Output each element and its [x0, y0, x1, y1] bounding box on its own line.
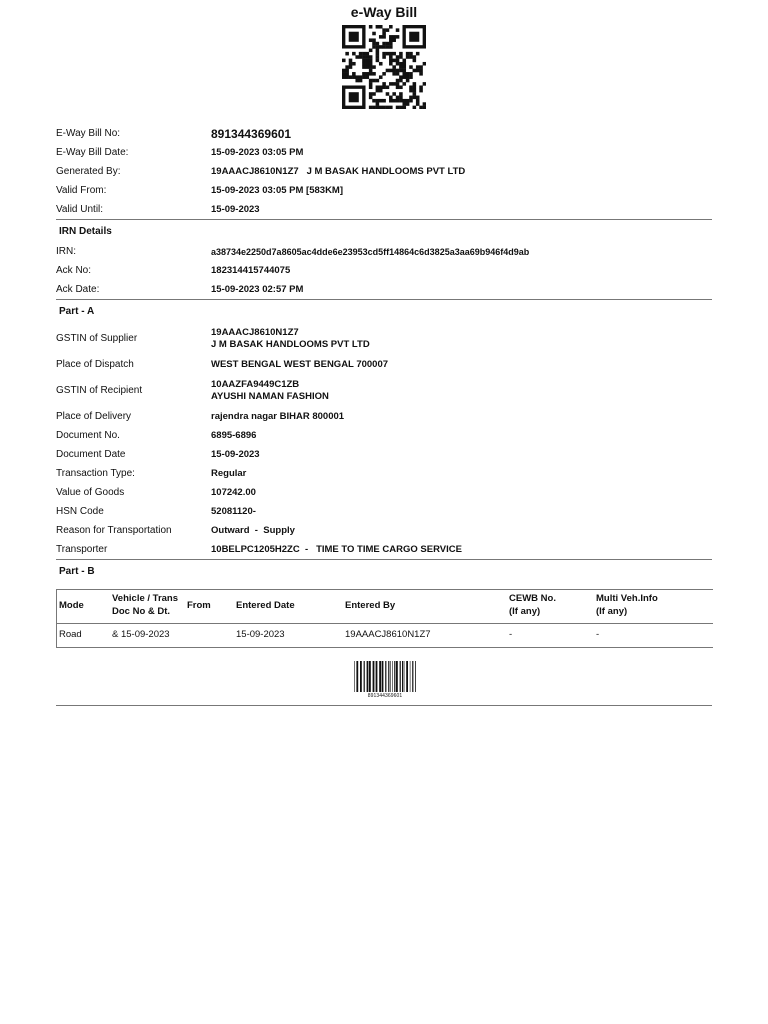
generated-by-row — [56, 162, 712, 181]
cell-multi: - — [596, 629, 600, 640]
doc-date-label: Document Date — [56, 449, 126, 460]
transporter-value: 10BELPC1205H2ZC - TIME TO TIME CARGO SERVICE — [211, 544, 462, 555]
page-title: e-Way Bill — [350, 4, 418, 20]
ack-date-row — [56, 280, 712, 299]
place-dispatch-label: Place of Dispatch — [56, 359, 134, 370]
place-dispatch-value: WEST BENGAL WEST BENGAL 700007 — [211, 359, 389, 370]
barcode-number: 891344369601 — [367, 693, 403, 699]
header-from: From — [187, 600, 211, 611]
ewb-no-row — [56, 124, 712, 143]
valid-from-value: 15-09-2023 03:05 PM [583KM] — [211, 185, 344, 196]
ack-no-label: Ack No: — [56, 265, 92, 276]
barcode — [354, 661, 416, 699]
hsn-row — [56, 502, 712, 521]
ewb-date-value: 15-09-2023 03:05 PM — [211, 147, 304, 158]
header-multi-line1: Multi Veh.Info — [596, 593, 658, 604]
cell-mode: Road — [59, 629, 82, 640]
reason-value: Outward - Supply — [211, 525, 295, 536]
gstin-supplier-id: 19AAACJ8610N1Z7 — [211, 326, 299, 338]
header-multi-line2: (If any) — [596, 606, 628, 617]
cell-vehicle: & 15-09-2023 — [112, 629, 170, 640]
header-entered-by: Entered By — [345, 600, 396, 611]
doc-date-value: 15-09-2023 — [211, 449, 260, 460]
valid-from-row — [56, 181, 712, 200]
header-cewb-line2: (If any) — [509, 606, 541, 617]
place-delivery-label: Place of Delivery — [56, 411, 132, 422]
transaction-type-value: Regular — [211, 468, 247, 479]
irn-section-title: IRN Details — [59, 225, 112, 237]
part-b-table — [56, 589, 713, 648]
gstin-supplier-name: J M BASAK HANDLOOMS PVT LTD — [211, 338, 370, 350]
gstin-recipient-name: AYUSHI NAMAN FASHION — [211, 390, 329, 402]
ack-date-label: Ack Date: — [56, 284, 100, 295]
irn-row — [56, 242, 712, 261]
ack-no-value: 182314415744075 — [211, 265, 291, 276]
doc-no-value: 6895-6896 — [211, 430, 257, 441]
generated-by-label: Generated By: — [56, 166, 121, 177]
cell-cewb: - — [509, 629, 513, 640]
generated-by-value: 19AAACJ8610N1Z7 J M BASAK HANDLOOMS PVT LTD — [211, 166, 466, 177]
cell-entered-date: 15-09-2023 — [236, 629, 285, 640]
place-delivery-value: rajendra nagar BIHAR 800001 — [211, 411, 345, 422]
irn-label: IRN: — [56, 246, 76, 257]
header-mode: Mode — [59, 600, 84, 611]
bottom-divider — [56, 705, 712, 706]
valid-from-label: Valid From: — [56, 185, 107, 196]
qr-code — [342, 25, 426, 109]
place-dispatch-row — [56, 355, 712, 374]
ewb-details — [56, 124, 712, 582]
transaction-type-label: Transaction Type: — [56, 468, 135, 479]
header-vehicle-line1: Vehicle / Trans — [112, 593, 179, 604]
ewb-no-value: 891344369601 — [211, 126, 292, 141]
ewb-no-label: E-Way Bill No: — [56, 128, 121, 139]
transporter-row — [56, 540, 712, 559]
doc-no-label: Document No. — [56, 430, 120, 441]
doc-date-row — [56, 445, 712, 464]
ack-date-value: 15-09-2023 02:57 PM — [211, 284, 304, 295]
gstin-recipient-row — [56, 374, 712, 407]
doc-no-row — [56, 426, 712, 445]
valid-until-row — [56, 200, 712, 219]
cell-entered-by: 19AAACJ8610N1Z7 — [345, 629, 431, 640]
gstin-supplier-value — [211, 327, 370, 351]
hsn-label: HSN Code — [56, 506, 104, 517]
table-divider — [57, 623, 713, 624]
valid-until-value: 15-09-2023 — [211, 204, 260, 215]
gstin-recipient-label: GSTIN of Recipient — [56, 385, 143, 396]
hsn-value: 52081120- — [211, 506, 256, 517]
ack-no-row — [56, 261, 712, 280]
header-vehicle-line2: Doc No & Dt. — [112, 606, 171, 617]
transporter-label: Transporter — [56, 544, 108, 555]
header-entered-date: Entered Date — [236, 600, 295, 611]
part-b-title: Part - B — [59, 565, 95, 577]
transaction-type-row — [56, 464, 712, 483]
reason-label: Reason for Transportation — [56, 525, 172, 536]
gstin-recipient-id: 10AAZFA9449C1ZB — [211, 378, 300, 390]
valid-until-label: Valid Until: — [56, 204, 104, 215]
reason-row — [56, 521, 712, 540]
value-goods-row — [56, 483, 712, 502]
ewb-date-label: E-Way Bill Date: — [56, 147, 129, 158]
gstin-supplier-label: GSTIN of Supplier — [56, 333, 138, 344]
gstin-supplier-row — [56, 322, 712, 355]
header-cewb-line1: CEWB No. — [509, 593, 556, 604]
part-a-title: Part - A — [59, 305, 95, 317]
gstin-recipient-value — [211, 379, 329, 403]
ewb-date-row — [56, 143, 712, 162]
value-goods-value: 107242.00 — [211, 487, 256, 498]
value-goods-label: Value of Goods — [56, 487, 125, 498]
irn-value: a38734e2250d7a8605ac4dde6e23953cd5ff14864c6d3825a3aa69b946f4d9ab — [211, 246, 530, 257]
place-delivery-row — [56, 407, 712, 426]
